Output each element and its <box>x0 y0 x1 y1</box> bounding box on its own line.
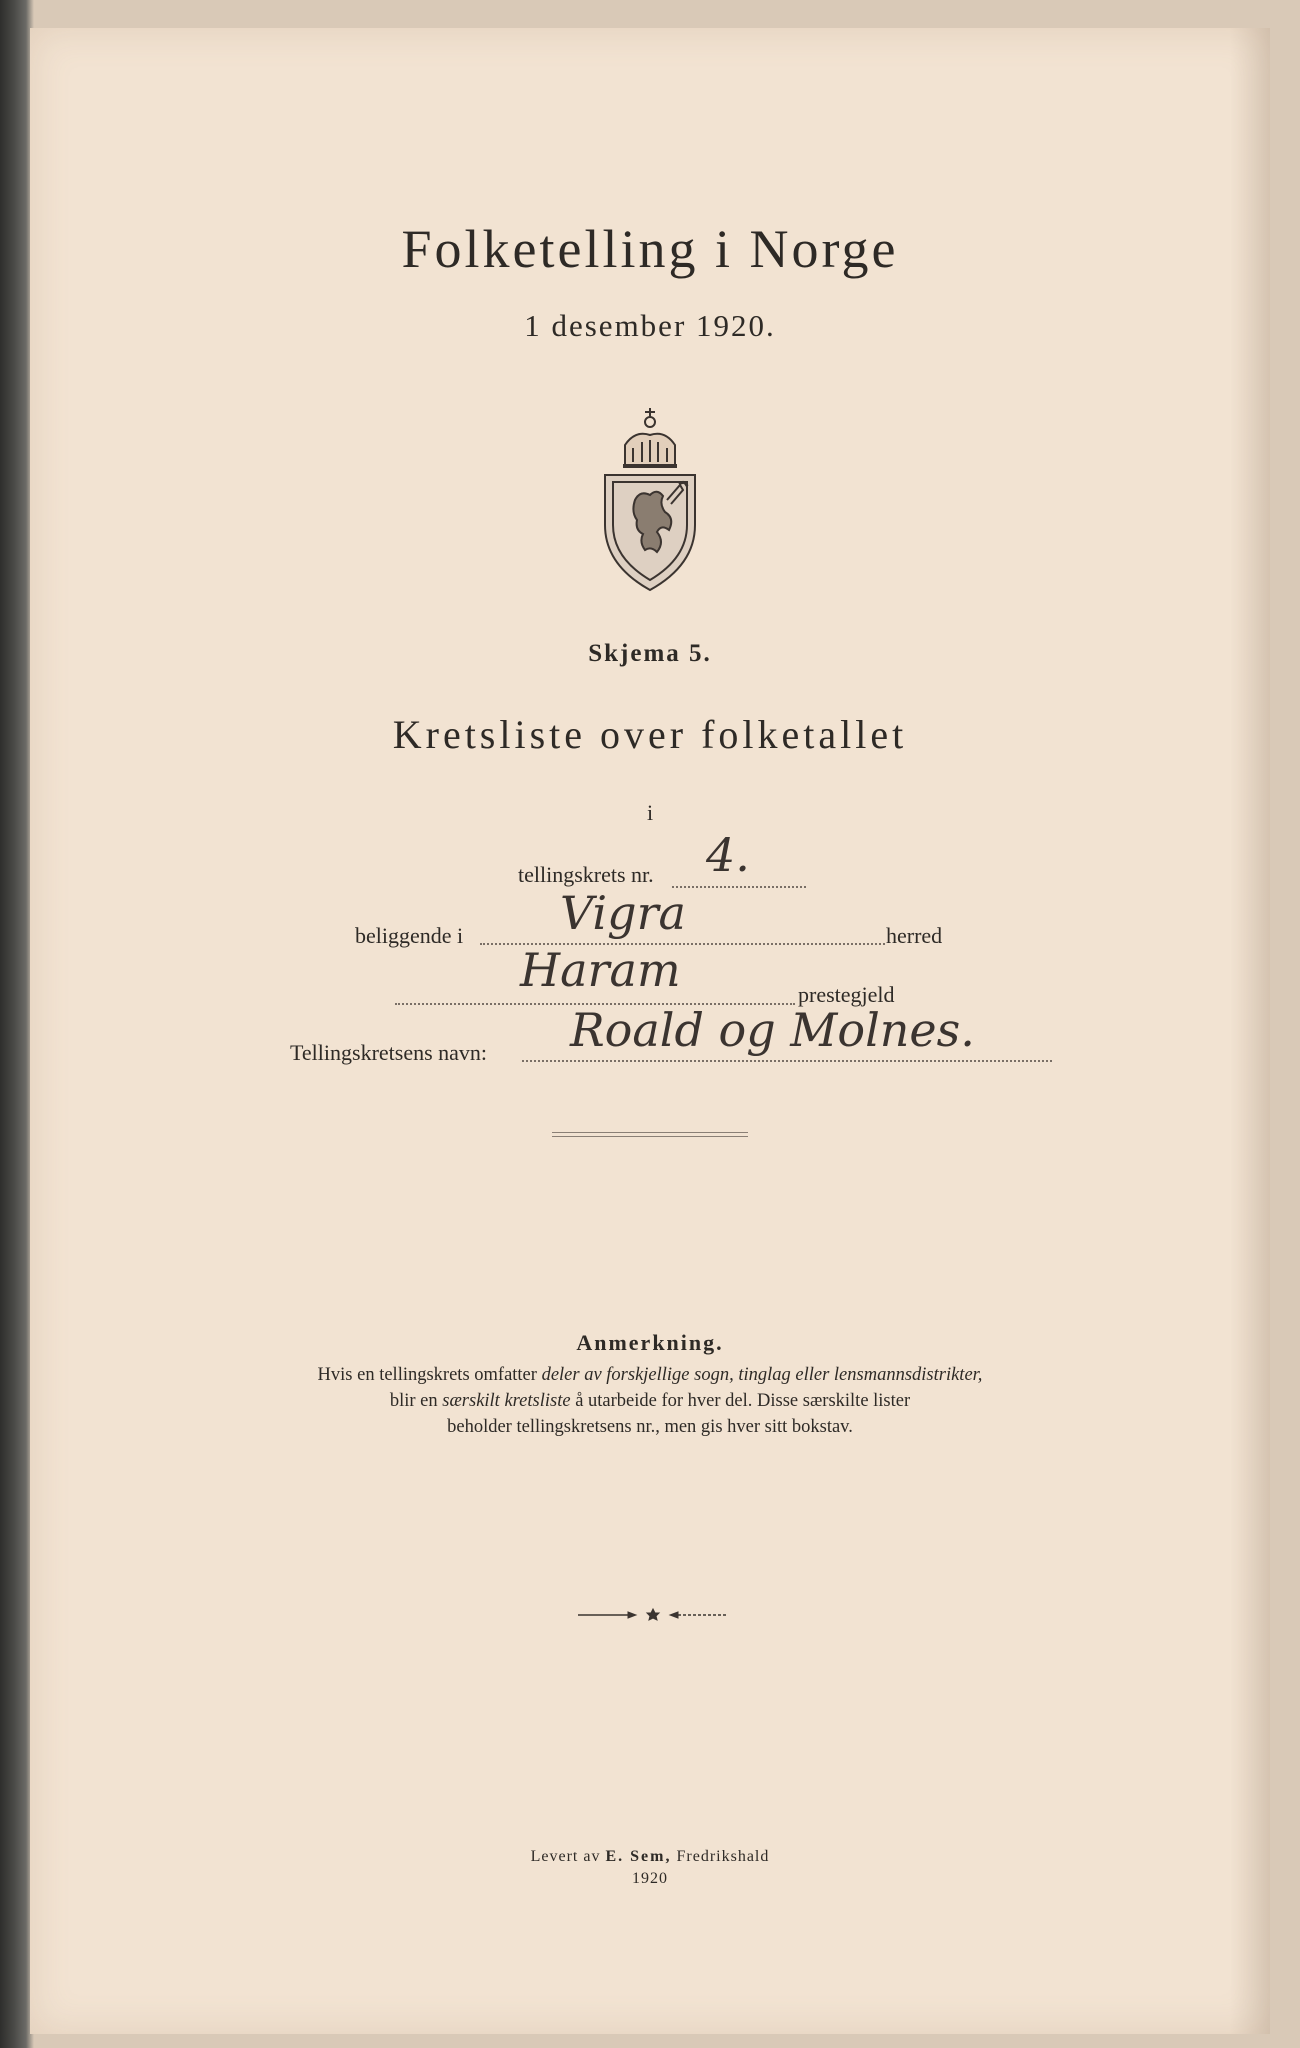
printer-name: E. Sem, <box>605 1848 672 1865</box>
kretsnavn-dotted-line <box>522 1060 1052 1062</box>
note-line-2-text-b: å utarbeide for hver del. Disse særskilte lister <box>570 1391 911 1411</box>
preposition: i <box>646 800 654 825</box>
herred-label: herred <box>886 923 943 948</box>
prestegjeld-label: prestegjeld <box>798 982 895 1007</box>
divider-line-2 <box>552 1136 748 1137</box>
printer-year: 1920 <box>632 1870 668 1887</box>
tellingskrets-number: 4. <box>706 828 750 882</box>
tellingskrets-label: tellingskrets nr. <box>518 862 654 887</box>
note-line-2-text-a: blir en <box>389 1391 443 1411</box>
schema-number: Skjema 5. <box>588 640 712 667</box>
census-form-page <box>30 28 1270 2034</box>
printer-prefix: Levert av <box>530 1848 606 1865</box>
note-line-2 <box>30 1388 1270 1414</box>
beliggende-label: beliggende i <box>355 923 464 948</box>
census-date: 1 desember 1920. <box>524 308 776 343</box>
printer-place: Fredrikshald <box>671 1848 770 1865</box>
document-title: Folketelling i Norge <box>401 219 899 279</box>
kretsnavn-value: Roald og Molnes. <box>570 1003 975 1057</box>
note-line-3: beholder tellingskretsens nr., men gis hver sitt bokstav. <box>447 1417 853 1437</box>
printer-credit <box>30 1848 1270 1866</box>
note-line-2-emphasis: særskilt kretsliste <box>442 1391 571 1411</box>
ornament-divider-icon <box>578 1607 728 1623</box>
note-line-1-text: Hvis en tellingskrets omfatter <box>317 1365 542 1385</box>
divider-line <box>552 1132 748 1133</box>
norwegian-coat-of-arms-icon <box>595 400 705 600</box>
form-title: Kretsliste over folketallet <box>392 712 908 757</box>
prestegjeld-name: Haram <box>520 943 681 997</box>
note-heading: Anmerkning. <box>576 1330 724 1355</box>
tellingskrets-dotted-line <box>672 886 806 888</box>
note-line-1 <box>30 1362 1270 1388</box>
kretsnavn-label: Tellingskretsens navn: <box>290 1040 488 1065</box>
note-line-1-emphasis: deler av forskjellige sogn, tinglag eller lensmannsdistrikter, <box>541 1365 983 1385</box>
herred-name: Vigra <box>560 886 686 940</box>
